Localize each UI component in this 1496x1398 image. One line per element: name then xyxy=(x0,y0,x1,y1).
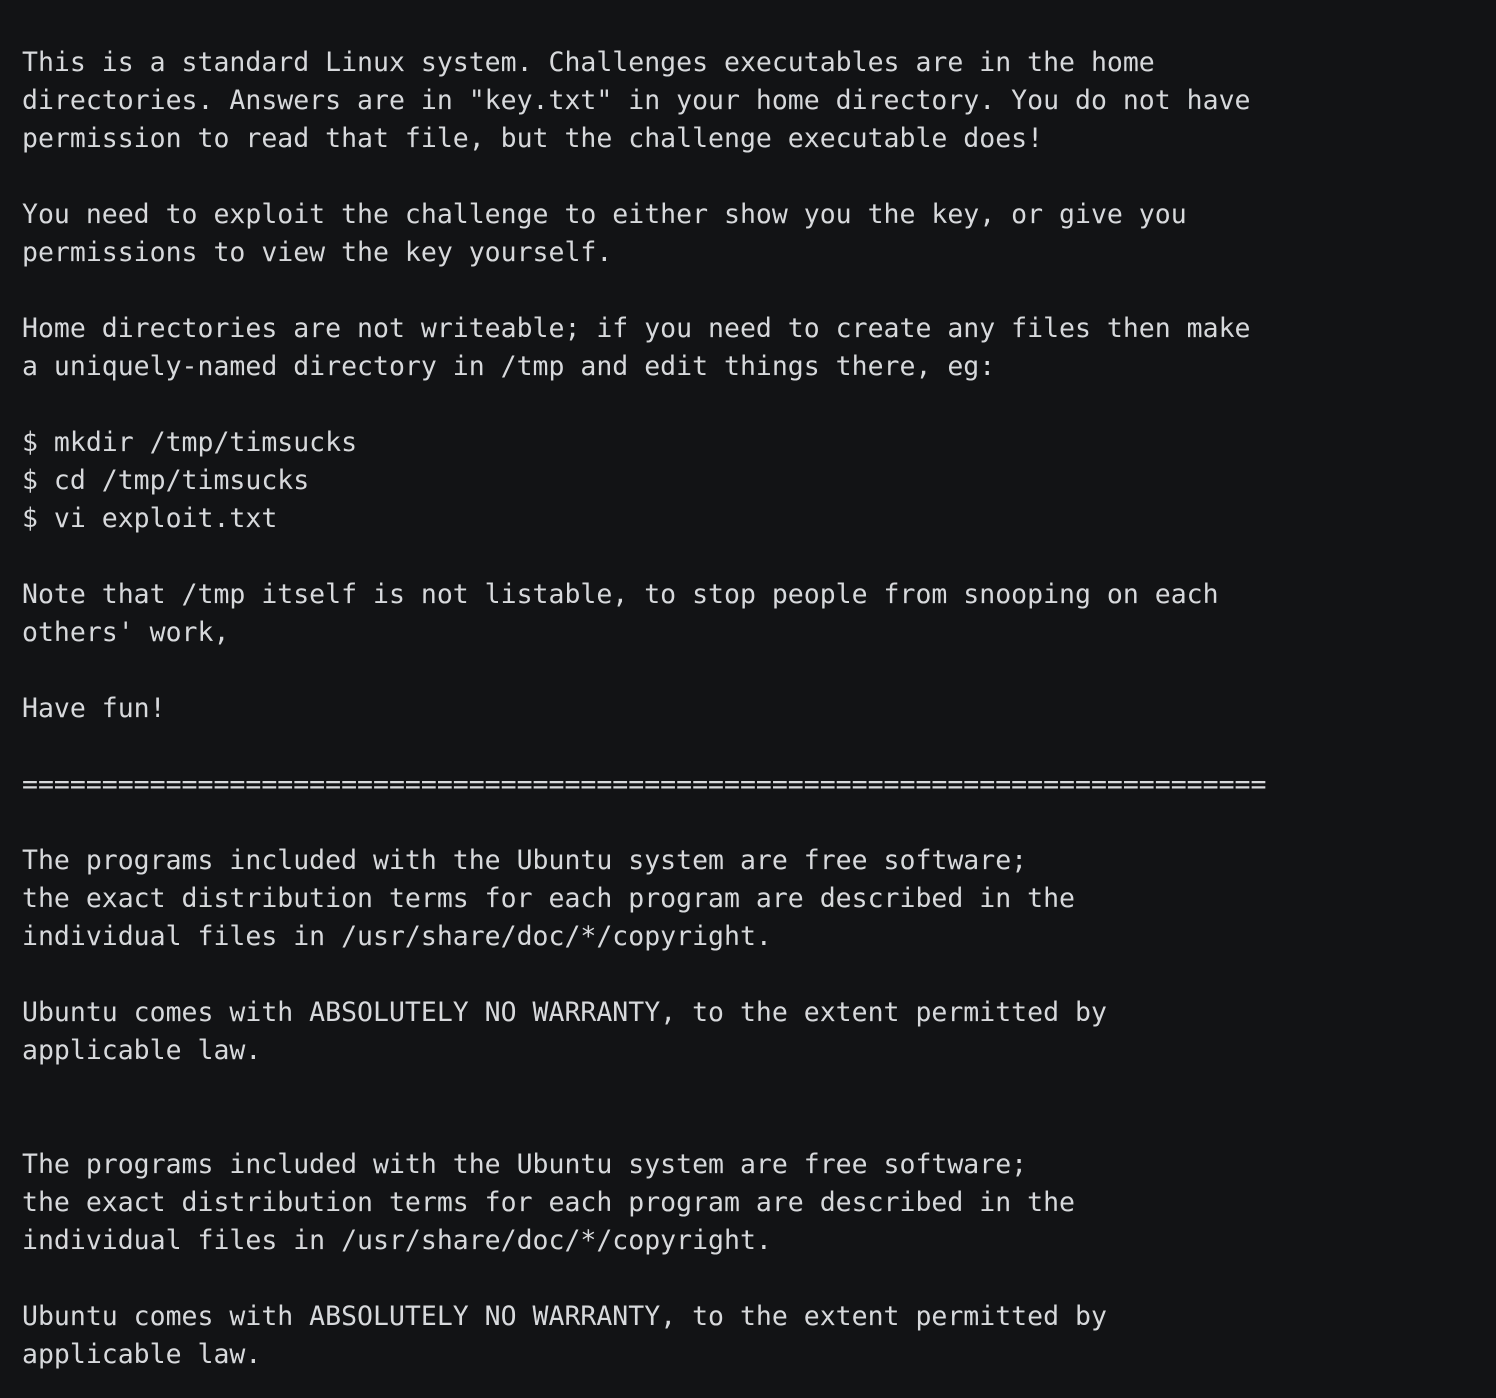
terminal-line: Ubuntu comes with ABSOLUTELY NO WARRANTY, to the extent permitted by xyxy=(22,1301,1107,1332)
terminal-line: permissions to view the key yourself. xyxy=(22,237,613,268)
terminal-line: permission to read that file, but the challenge executable does! xyxy=(22,123,1044,154)
terminal-line: The programs included with the Ubuntu system are free software; xyxy=(22,1149,1028,1180)
terminal-line: directories. Answers are in "key.txt" in your home directory. You do not have xyxy=(22,85,1251,116)
terminal-line: Ubuntu comes with ABSOLUTELY NO WARRANTY, to the extent permitted by xyxy=(22,997,1107,1028)
terminal-line xyxy=(22,728,1496,766)
terminal-line: You need to exploit the challenge to either show you the key, or give you xyxy=(22,199,1187,230)
terminal-line: individual files in /usr/share/doc/*/copyright. xyxy=(22,1225,772,1256)
terminal-line xyxy=(22,804,1496,842)
terminal-line: Note that /tmp itself is not listable, to stop people from snooping on each xyxy=(22,579,1219,610)
terminal-line xyxy=(22,1108,1496,1146)
terminal-line xyxy=(22,538,1496,576)
terminal-line: The programs included with the Ubuntu system are free software; xyxy=(22,845,1028,876)
terminal-line xyxy=(22,158,1496,196)
terminal-line: the exact distribution terms for each program are described in the xyxy=(22,1187,1075,1218)
terminal-line: Home directories are not writeable; if you need to create any files then make xyxy=(22,313,1251,344)
terminal-line xyxy=(22,956,1496,994)
terminal-line xyxy=(22,1260,1496,1298)
terminal-line: Have fun! xyxy=(22,693,166,724)
terminal-line xyxy=(22,1070,1496,1108)
terminal-line: applicable law. xyxy=(22,1035,262,1066)
terminal-line xyxy=(22,386,1496,424)
terminal-line xyxy=(22,272,1496,310)
terminal-line: This is a standard Linux system. Challenges executables are in the home xyxy=(22,47,1155,78)
terminal-line: applicable law. xyxy=(22,1339,262,1370)
terminal-separator-line: ============================================================================== xyxy=(22,769,1267,800)
terminal-line xyxy=(22,652,1496,690)
terminal-line: others' work, xyxy=(22,617,230,648)
terminal-command-line: $ cd /tmp/timsucks xyxy=(22,465,310,496)
terminal-line: individual files in /usr/share/doc/*/copyright. xyxy=(22,921,772,952)
terminal-line: a uniquely-named directory in /tmp and edit things there, eg: xyxy=(22,351,996,382)
terminal-line: the exact distribution terms for each program are described in the xyxy=(22,883,1075,914)
terminal-command-line: $ vi exploit.txt xyxy=(22,503,278,534)
terminal-command-line: $ mkdir /tmp/timsucks xyxy=(22,427,358,458)
